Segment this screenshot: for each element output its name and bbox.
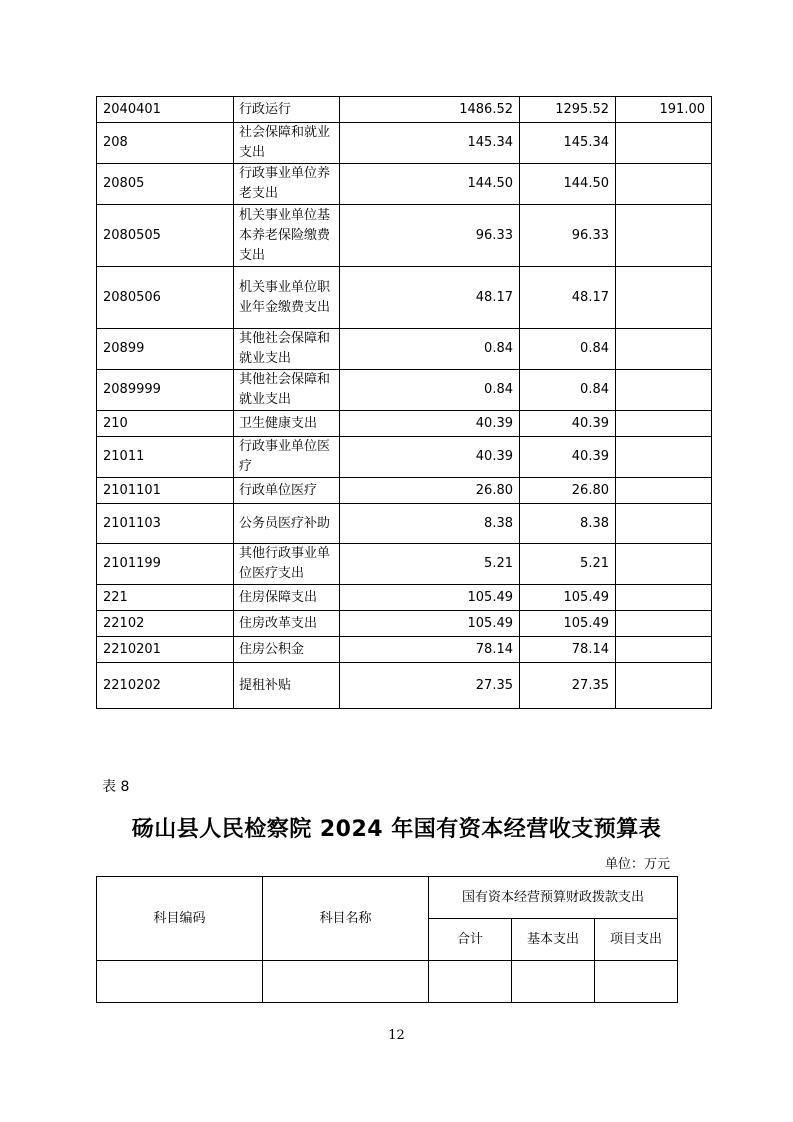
subject-code-cell: 21011 <box>97 437 234 478</box>
table-row <box>97 504 712 544</box>
header-subject-name: 科目名称 <box>263 877 429 961</box>
total-cell: 145.34 <box>340 123 520 164</box>
subject-name-cell: 机关事业单位职业年金缴费支出 <box>234 267 340 329</box>
basic-expenditure-cell: 48.17 <box>520 267 616 329</box>
subject-name-cell: 公务员医疗补助 <box>234 504 340 544</box>
project-expenditure-cell <box>616 585 712 611</box>
table-row <box>97 164 712 205</box>
basic-expenditure-cell: 8.38 <box>520 504 616 544</box>
subject-code-cell: 20805 <box>97 164 234 205</box>
table-row <box>97 123 712 164</box>
basic-expenditure-cell: 144.50 <box>520 164 616 205</box>
subject-name-cell: 行政事业单位医疗 <box>234 437 340 478</box>
project-expenditure-cell <box>616 329 712 370</box>
project-expenditure-cell <box>616 164 712 205</box>
subject-name-cell: 行政运行 <box>234 97 340 123</box>
table-row <box>97 97 712 123</box>
table-row <box>97 611 712 637</box>
header-total: 合计 <box>429 919 512 961</box>
subject-name-cell: 住房公积金 <box>234 637 340 663</box>
basic-expenditure-cell: 1295.52 <box>520 97 616 123</box>
table-row <box>97 267 712 329</box>
project-expenditure-cell <box>616 267 712 329</box>
subject-name-cell: 社会保障和就业支出 <box>234 123 340 164</box>
subject-name-cell: 行政单位医疗 <box>234 478 340 504</box>
subject-code-cell: 20899 <box>97 329 234 370</box>
subject-code-cell: 2101199 <box>97 544 234 585</box>
subject-code-cell: 2210201 <box>97 637 234 663</box>
total-cell: 78.14 <box>340 637 520 663</box>
table-row <box>97 663 712 709</box>
empty-cell <box>595 961 678 1003</box>
basic-expenditure-cell: 5.21 <box>520 544 616 585</box>
header-subject-code: 科目编码 <box>97 877 263 961</box>
header-project-expenditure: 项目支出 <box>595 919 678 961</box>
table-row <box>97 437 712 478</box>
project-expenditure-cell <box>616 663 712 709</box>
total-cell: 48.17 <box>340 267 520 329</box>
basic-expenditure-cell: 40.39 <box>520 411 616 437</box>
basic-expenditure-cell: 26.80 <box>520 478 616 504</box>
table-row <box>97 205 712 267</box>
total-cell: 105.49 <box>340 611 520 637</box>
subject-code-cell: 2210202 <box>97 663 234 709</box>
total-cell: 27.35 <box>340 663 520 709</box>
subject-code-cell: 2080506 <box>97 267 234 329</box>
basic-expenditure-cell: 27.35 <box>520 663 616 709</box>
subject-code-cell: 22102 <box>97 611 234 637</box>
basic-expenditure-cell: 0.84 <box>520 370 616 411</box>
total-cell: 40.39 <box>340 437 520 478</box>
subject-name-cell: 其他社会保障和就业支出 <box>234 370 340 411</box>
subject-code-cell: 2101103 <box>97 504 234 544</box>
total-cell: 105.49 <box>340 585 520 611</box>
page-number: 12 <box>388 1028 405 1043</box>
unit-label: 单位：万元 <box>604 857 670 872</box>
subject-name-cell: 住房改革支出 <box>234 611 340 637</box>
total-cell: 26.80 <box>340 478 520 504</box>
subject-code-cell: 2101101 <box>97 478 234 504</box>
project-expenditure-cell <box>616 611 712 637</box>
project-expenditure-cell <box>616 123 712 164</box>
table-row <box>97 637 712 663</box>
project-expenditure-cell: 191.00 <box>616 97 712 123</box>
basic-expenditure-cell: 0.84 <box>520 329 616 370</box>
project-expenditure-cell <box>616 478 712 504</box>
subject-name-cell: 其他行政事业单位医疗支出 <box>234 544 340 585</box>
subject-name-cell: 机关事业单位基本养老保险缴费支出 <box>234 205 340 267</box>
table-row <box>97 370 712 411</box>
empty-cell <box>512 961 595 1003</box>
project-expenditure-cell <box>616 544 712 585</box>
basic-expenditure-cell: 145.34 <box>520 123 616 164</box>
header-state-capital-expenditure: 国有资本经营预算财政拨款支出 <box>429 877 678 919</box>
total-cell: 40.39 <box>340 411 520 437</box>
subject-code-cell: 210 <box>97 411 234 437</box>
subject-name-cell: 提租补贴 <box>234 663 340 709</box>
table-row <box>97 411 712 437</box>
project-expenditure-cell <box>616 504 712 544</box>
total-cell: 8.38 <box>340 504 520 544</box>
empty-cell <box>97 961 263 1003</box>
state-capital-budget-table <box>96 876 678 1003</box>
empty-row <box>97 961 678 1003</box>
total-cell: 0.84 <box>340 329 520 370</box>
basic-expenditure-cell: 96.33 <box>520 205 616 267</box>
header-basic-expenditure: 基本支出 <box>512 919 595 961</box>
total-cell: 1486.52 <box>340 97 520 123</box>
total-cell: 144.50 <box>340 164 520 205</box>
subject-name-cell: 住房保障支出 <box>234 585 340 611</box>
basic-expenditure-cell: 105.49 <box>520 585 616 611</box>
table-row <box>97 478 712 504</box>
subject-code-cell: 221 <box>97 585 234 611</box>
empty-cell <box>263 961 429 1003</box>
budget-table-body <box>97 97 712 709</box>
subject-code-cell: 2080505 <box>97 205 234 267</box>
subject-name-cell: 其他社会保障和就业支出 <box>234 329 340 370</box>
table-row <box>97 544 712 585</box>
project-expenditure-cell <box>616 637 712 663</box>
project-expenditure-cell <box>616 411 712 437</box>
basic-expenditure-cell: 105.49 <box>520 611 616 637</box>
total-cell: 96.33 <box>340 205 520 267</box>
subject-code-cell: 2040401 <box>97 97 234 123</box>
table-title: 砀山县人民检察院 2024 年国有资本经营收支预算表 <box>131 817 662 842</box>
table-row <box>97 329 712 370</box>
basic-expenditure-cell: 78.14 <box>520 637 616 663</box>
subject-name-cell: 行政事业单位养老支出 <box>234 164 340 205</box>
total-cell: 5.21 <box>340 544 520 585</box>
project-expenditure-cell <box>616 437 712 478</box>
subject-code-cell: 208 <box>97 123 234 164</box>
project-expenditure-cell <box>616 370 712 411</box>
table-row <box>97 585 712 611</box>
basic-expenditure-cell: 40.39 <box>520 437 616 478</box>
subject-code-cell: 2089999 <box>97 370 234 411</box>
total-cell: 0.84 <box>340 370 520 411</box>
subject-name-cell: 卫生健康支出 <box>234 411 340 437</box>
budget-expenditure-table <box>96 96 712 709</box>
table-label: 表 8 <box>102 779 130 795</box>
empty-cell <box>429 961 512 1003</box>
project-expenditure-cell <box>616 205 712 267</box>
